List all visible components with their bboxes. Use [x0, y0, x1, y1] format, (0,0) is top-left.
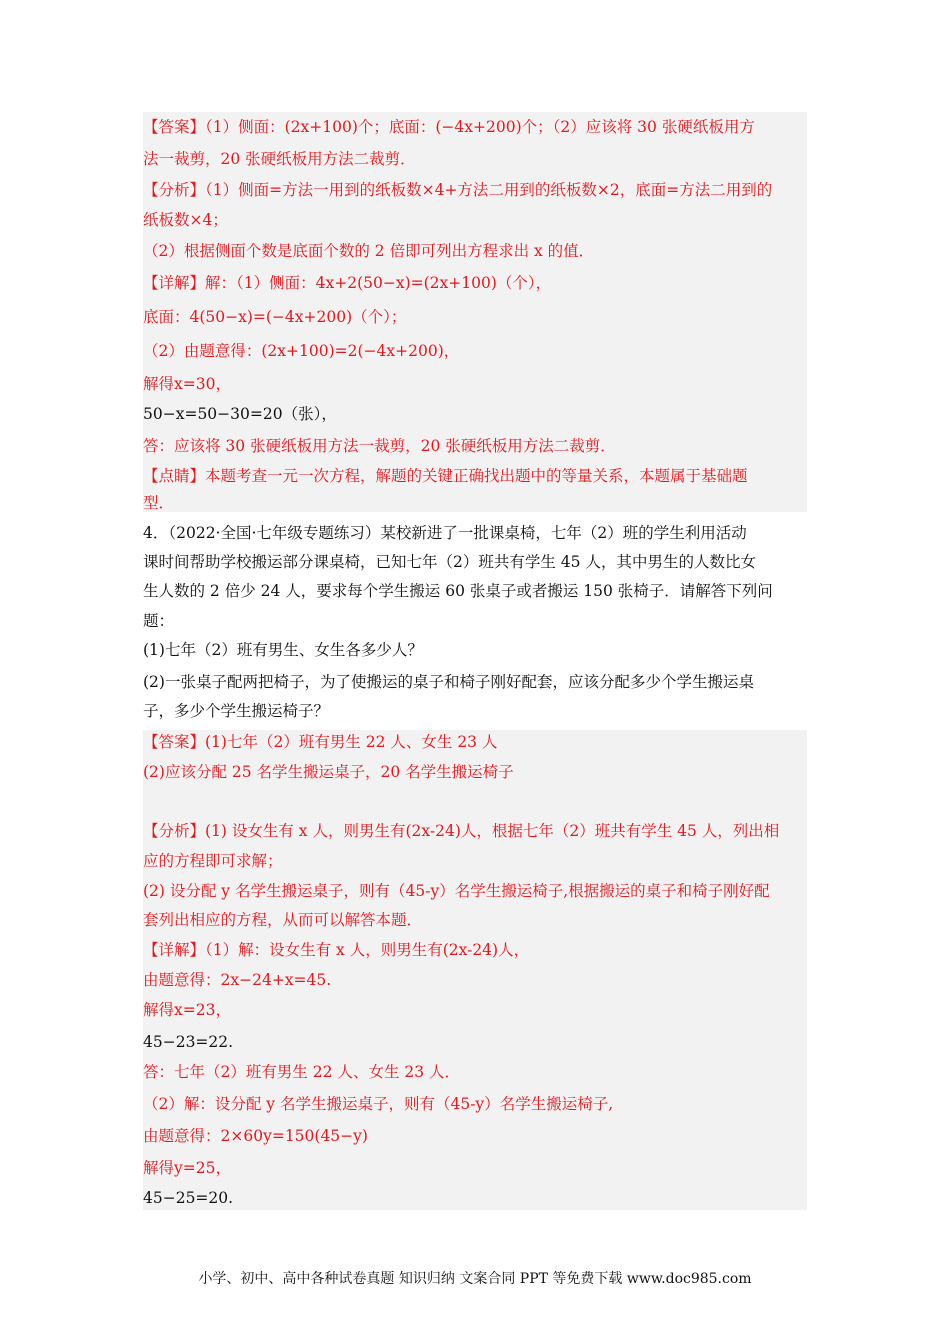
question-4 — [143, 520, 807, 730]
detail-line-8: 45−25=20. — [143, 1189, 234, 1207]
detail-line-2: 由题意得：2x−24+x=45. — [143, 971, 332, 989]
analysis-line-2: 纸板数×4； — [143, 211, 228, 229]
detail-line-2: 底面：4(50−x)=(−4x+200)（个）； — [143, 308, 407, 326]
detail-line-3: 解得x=23， — [143, 1001, 231, 1019]
detail-line-6: 由题意得：2×60y=150(45−y) — [143, 1127, 368, 1145]
detail-line-1: 【详解】（1）解：设女生有 x 人，则男生有(2x-24)人， — [143, 941, 530, 959]
detail-line-3: （2）由题意得：(2x+100)=2(−4x+200)， — [143, 342, 460, 360]
detail-line-5: （2）解：设分配 y 名学生搬运桌子，则有（45-y）名学生搬运椅子, — [143, 1095, 614, 1113]
question-line-1: 4．（2022·全国·七年级专题练习）某校新进了一批课桌椅，七年（2）班的学生利用活动 — [143, 524, 747, 542]
detail-line-1: 【详解】解：（1）侧面：4x+2(50−x)=(2x+100)（个）， — [143, 274, 552, 292]
detail-line-4: 解得x=30， — [143, 375, 231, 393]
solution-block-3 — [143, 112, 807, 512]
analysis-line-4: 套列出相应的方程，从而可以解答本题． — [143, 911, 423, 929]
question-part-2-cont: 子，多少个学生搬运椅子？ — [143, 702, 330, 720]
question-line-4: 题： — [143, 612, 175, 630]
analysis-line-3: (2) 设分配 y 名学生搬运桌子，则有（45-y）名学生搬运椅子,根据搬运的桌子和椅子刚好配 — [143, 882, 770, 900]
detail-answer-1: 答：七年（2）班有男生 22 人、女生 23 人． — [143, 1063, 461, 1081]
answer-line-2: 法一裁剪，20 张硬纸板用方法二裁剪． — [143, 150, 416, 168]
detail-answer: 答：应该将 30 张硬纸板用方法一裁剪，20 张硬纸板用方法二裁剪． — [143, 437, 616, 455]
answer-line-1: 【答案】(1)七年（2）班有男生 22 人、女生 23 人 — [143, 733, 498, 751]
page-footer: 小学、初中、高中各种试卷真题 知识归纳 文案合同 PPT 等免费下载 www.doc985.com — [198, 1271, 752, 1287]
comment-line-1: 【点睛】本题考查一元一次方程，解题的关键正确找出题中的等量关系，本题属于基础题 — [143, 467, 748, 485]
comment-line-2: 型． — [143, 494, 175, 512]
answer-line-2: (2)应该分配 25 名学生搬运桌子，20 名学生搬运椅子 — [143, 763, 514, 781]
detail-line-4: 45−23=22. — [143, 1033, 234, 1051]
analysis-line-1: 【分析】(1) 设女生有 x 人，则男生有(2x-24)人，根据七年（2）班共有学生 45 人，列出相 — [143, 822, 780, 840]
answer-line-1: 【答案】（1）侧面：(2x+100)个；底面：(−4x+200)个；（2）应该将 30 张硬纸板用方 — [143, 118, 755, 136]
analysis-line-3: （2）根据侧面个数是底面个数的 2 倍即可列出方程求出 x 的值． — [143, 242, 595, 260]
question-line-3: 生人数的 2 倍少 24 人，要求每个学生搬运 60 张桌子或者搬运 150 张椅子．请解答下列问 — [143, 582, 773, 600]
analysis-line-2: 应的方程即可求解； — [143, 852, 283, 870]
analysis-line-1: 【分析】（1）侧面=方法一用到的纸板数×4+方法二用到的纸板数×2，底面=方法二用到的 — [143, 181, 773, 199]
question-part-2: (2)一张桌子配两把椅子，为了使搬运的桌子和椅子刚好配套，应该分配多少个学生搬运桌 — [143, 673, 754, 691]
solution-block-4 — [143, 730, 807, 1210]
question-line-2: 课时间帮助学校搬运部分课桌椅，已知七年（2）班共有学生 45 人，其中男生的人数比女 — [143, 553, 756, 571]
detail-line-5: 50−x=50−30=20（张）， — [143, 405, 337, 423]
question-part-1: (1)七年（2）班有男生、女生各多少人？ — [143, 641, 423, 659]
detail-line-7: 解得y=25， — [143, 1159, 231, 1177]
